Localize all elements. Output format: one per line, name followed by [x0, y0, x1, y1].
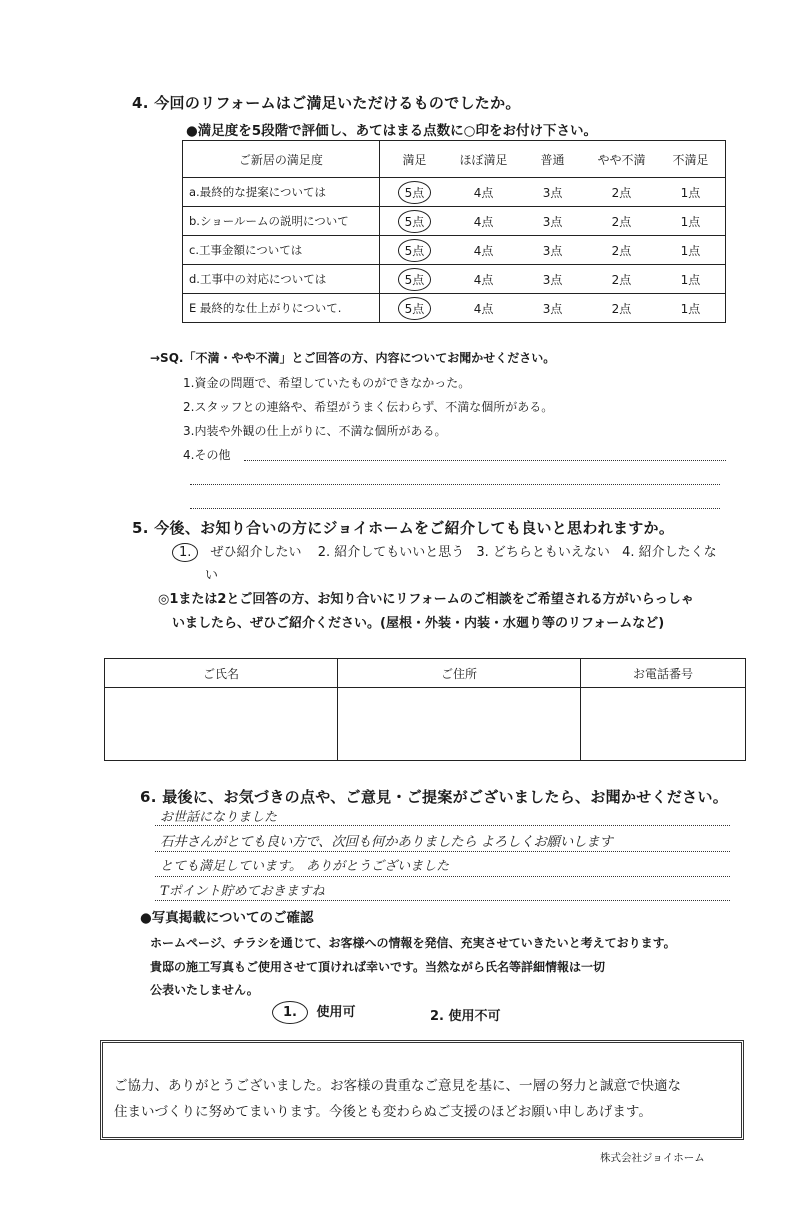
- sq-option-1[interactable]: 1.資金の問題で、希望していたものができなかった。: [183, 376, 471, 390]
- score-cell[interactable]: [379, 207, 449, 236]
- sq-option-4[interactable]: 4.その他: [183, 448, 231, 462]
- sq-option-3[interactable]: 3.内装や外観の仕上がりに、不満な個所がある。: [183, 424, 447, 438]
- photo-text-line1: ホームページ、チラシを通じて、お客様への情報を発信、充実させていきたいと考えております。: [150, 936, 676, 950]
- score-cell[interactable]: 1点: [656, 178, 726, 207]
- closing-line1: ご協力、ありがとうございました。お客様の貴重なご意見を基に、一層の努力と誠意で快適な: [114, 1078, 681, 1094]
- table-header-row: [105, 659, 746, 688]
- row-label: c.工事金額については: [183, 236, 380, 265]
- table-row: [105, 688, 746, 761]
- q5-options: [172, 541, 717, 562]
- score-cell[interactable]: 1点: [656, 207, 726, 236]
- selected-score: 5点: [398, 181, 432, 204]
- q5-option-1-label[interactable]: ぜひ紹介したい: [210, 545, 302, 560]
- selected-score: 5点: [398, 268, 432, 291]
- row-label: b.ショールームの説明について: [183, 207, 380, 236]
- table-row: [183, 178, 726, 207]
- table-header-cell: ご氏名: [105, 659, 338, 688]
- table-header-row: [183, 141, 726, 178]
- selected-score: 5点: [398, 297, 432, 320]
- photo-text-line2: 貴邸の施工写真もご使用させて頂ければ幸いです。当然ながら氏名等詳細情報は一切: [150, 960, 606, 974]
- score-cell[interactable]: 3点: [518, 265, 587, 294]
- score-cell[interactable]: 1点: [656, 294, 726, 323]
- satisfaction-table: [182, 140, 726, 323]
- score-cell[interactable]: 2点: [587, 207, 656, 236]
- score-cell[interactable]: 3点: [518, 178, 587, 207]
- selected-score: 5点: [398, 210, 432, 233]
- table-header-cell: ご新居の満足度: [183, 141, 380, 178]
- table-header-cell: ご住所: [338, 659, 581, 688]
- score-cell[interactable]: 4点: [449, 294, 518, 323]
- q4-instruction: ●満足度を5段階で評価し、あてはまる点数に○印をお付け下さい。: [186, 123, 597, 139]
- score-cell[interactable]: 4点: [449, 236, 518, 265]
- other-answer-line[interactable]: [190, 508, 720, 509]
- sq-title: →SQ.「不満・やや不満」とご回答の方、内容についてお聞かせください。: [150, 351, 556, 365]
- q4-title: 4. 今回のリフォームはご満足いただけるものでしたか。: [132, 94, 521, 112]
- q5-option-1-circled[interactable]: 1.: [172, 543, 198, 562]
- contact-table: [104, 658, 746, 761]
- score-cell[interactable]: 2点: [587, 178, 656, 207]
- score-cell[interactable]: [379, 178, 449, 207]
- score-cell[interactable]: 2点: [587, 294, 656, 323]
- sq-option-2[interactable]: 2.スタッフとの連絡や、希望がうまく伝わらず、不満な個所がある。: [183, 400, 554, 414]
- photo-text-line3: 公表いたしません。: [150, 983, 259, 997]
- selected-score: 5点: [398, 239, 432, 262]
- score-cell[interactable]: 4点: [449, 207, 518, 236]
- score-cell[interactable]: 3点: [518, 207, 587, 236]
- score-cell[interactable]: 2点: [587, 236, 656, 265]
- photo-title: ●写真掲載についてのご確認: [140, 910, 314, 926]
- q6-title: 6. 最後に、お気づきの点や、ご意見・ご提案がございましたら、お聞かせください。: [140, 788, 729, 806]
- photo-option-1-label[interactable]: 使用可: [316, 1005, 356, 1020]
- row-label: E 最終的な仕上がりについて.: [183, 294, 380, 323]
- name-input-cell[interactable]: [105, 688, 338, 761]
- score-cell[interactable]: 4点: [449, 265, 518, 294]
- closing-line2: 住まいづくりに努めてまいります。今後とも変わらぬご支援のほどお願い申しあげます。: [114, 1104, 652, 1120]
- address-input-cell[interactable]: [338, 688, 581, 761]
- score-cell[interactable]: 4点: [449, 178, 518, 207]
- table-row: [183, 236, 726, 265]
- q5-option-4[interactable]: 4. 紹介したくな: [622, 545, 717, 560]
- score-cell[interactable]: 2点: [587, 265, 656, 294]
- q5-note-line2: いましたら、ぜひご紹介ください。(屋根・外装・内装・水廻り等のリフォームなど): [172, 616, 665, 631]
- q5-option-4-wrap: い: [205, 568, 219, 583]
- handwritten-comment-1: お世話になりました: [160, 810, 278, 825]
- photo-option-1-circled[interactable]: 1.: [272, 1001, 308, 1024]
- q5-option-2[interactable]: 2. 紹介してもいいと思う: [317, 545, 465, 560]
- q5-note-line1: ◎1または2とご回答の方、お知り合いにリフォームのご相談をご希望される方がいらっしゃ: [158, 592, 694, 607]
- other-answer-line[interactable]: [190, 484, 720, 485]
- handwritten-comment-2: 石井さんがとても良い方で、次回も何かありましたら よろしくお願いします: [160, 834, 613, 850]
- table-row: [183, 294, 726, 323]
- score-cell[interactable]: 1点: [656, 265, 726, 294]
- score-cell[interactable]: 3点: [518, 236, 587, 265]
- other-answer-line[interactable]: [244, 460, 726, 461]
- comment-line: [155, 825, 730, 826]
- row-label: d.工事中の対応については: [183, 265, 380, 294]
- photo-option-2[interactable]: 2. 使用不可: [430, 1009, 501, 1024]
- table-header-cell: やや不満: [587, 141, 656, 178]
- handwritten-comment-3: とても満足しています。 ありがとうございました: [160, 859, 450, 874]
- q5-title: 5. 今後、お知り合いの方にジョイホームをご紹介しても良いと思われますか。: [132, 519, 675, 537]
- score-cell[interactable]: [379, 294, 449, 323]
- table-header-cell: 不満足: [656, 141, 726, 178]
- table-header-cell: お電話番号: [581, 659, 746, 688]
- photo-option-1[interactable]: [272, 1001, 356, 1024]
- comment-line: [155, 876, 730, 877]
- table-header-cell: ほぼ満足: [449, 141, 518, 178]
- comment-line: [155, 900, 730, 901]
- row-label: a.最終的な提案については: [183, 178, 380, 207]
- table-header-cell: 普通: [518, 141, 587, 178]
- score-cell[interactable]: 1点: [656, 236, 726, 265]
- phone-input-cell[interactable]: [581, 688, 746, 761]
- score-cell[interactable]: [379, 265, 449, 294]
- company-name: 株式会社ジョイホーム: [600, 1152, 705, 1164]
- score-cell[interactable]: [379, 236, 449, 265]
- table-row: [183, 265, 726, 294]
- table-header-cell: 満足: [379, 141, 449, 178]
- comment-line: [155, 851, 730, 852]
- table-row: [183, 207, 726, 236]
- q5-option-3[interactable]: 3. どちらともいえない: [476, 545, 610, 560]
- handwritten-comment-4: Tポイント貯めておきますね: [160, 884, 325, 899]
- score-cell[interactable]: 3点: [518, 294, 587, 323]
